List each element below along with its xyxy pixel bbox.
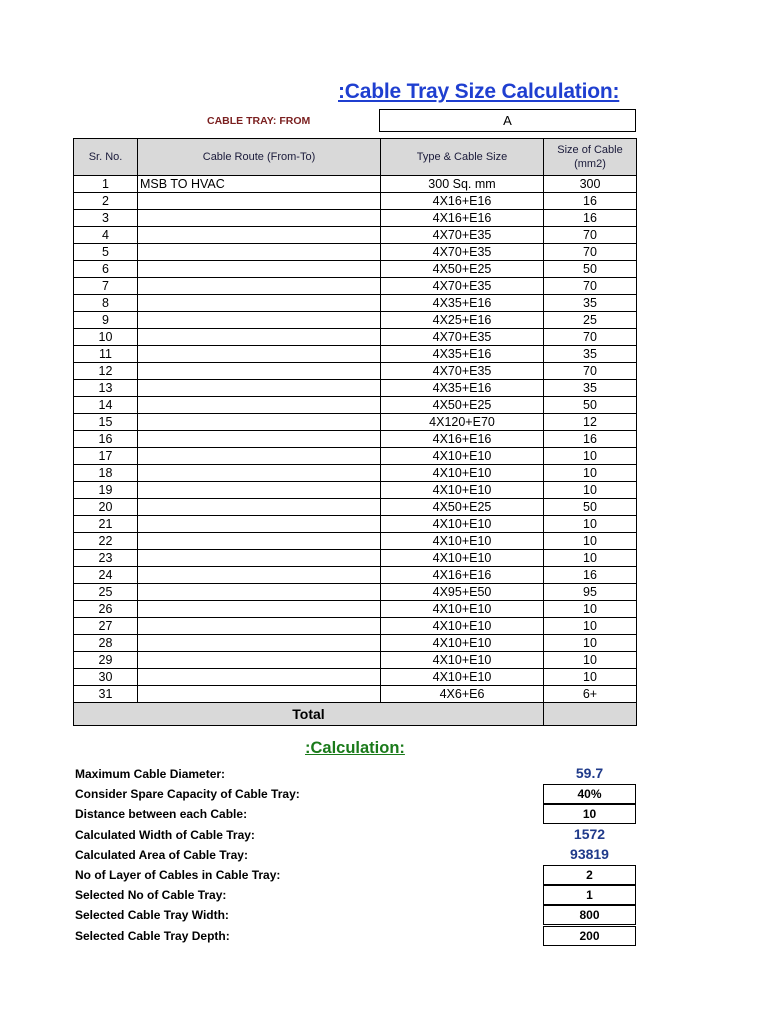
cell-cable-route[interactable]: [138, 278, 381, 295]
cell-type-size[interactable]: 4X16+E16: [381, 567, 544, 584]
cell-size-of-cable[interactable]: 70: [544, 329, 637, 346]
cell-cable-route[interactable]: [138, 431, 381, 448]
calculation-row: [75, 825, 637, 845]
cell-size-of-cable[interactable]: 10: [544, 618, 637, 635]
table-row: [74, 431, 637, 448]
cell-sr-no[interactable]: 20: [74, 499, 138, 516]
cell-sr-no[interactable]: 9: [74, 312, 138, 329]
calculation-value[interactable]: 2: [543, 865, 636, 885]
cell-size-of-cable[interactable]: 70: [544, 278, 637, 295]
cell-type-size[interactable]: 4X10+E10: [381, 635, 544, 652]
table-row: [74, 261, 637, 278]
page-title: :Cable Tray Size Calculation:: [338, 80, 620, 103]
cell-cable-route[interactable]: [138, 584, 381, 601]
cell-cable-route[interactable]: [138, 227, 381, 244]
table-row: [74, 329, 637, 346]
cell-cable-route[interactable]: [138, 448, 381, 465]
cell-type-size[interactable]: 4X35+E16: [381, 295, 544, 312]
cell-cable-route[interactable]: [138, 635, 381, 652]
cell-size-of-cable[interactable]: 10: [544, 601, 637, 618]
cell-cable-route[interactable]: MSB TO HVAC: [138, 176, 381, 193]
cell-type-size[interactable]: 4X50+E25: [381, 261, 544, 278]
cell-sr-no[interactable]: 8: [74, 295, 138, 312]
calculation-value[interactable]: 10: [543, 804, 636, 824]
cell-size-of-cable[interactable]: 35: [544, 380, 637, 397]
cell-sr-no[interactable]: 14: [74, 397, 138, 414]
cell-sr-no[interactable]: 10: [74, 329, 138, 346]
cell-sr-no[interactable]: 25: [74, 584, 138, 601]
table-row: [74, 210, 637, 227]
calculation-row: [75, 845, 637, 865]
calculation-label: Calculated Width of Cable Tray:: [75, 827, 255, 842]
header-type-size: Type & Cable Size: [381, 139, 544, 176]
cell-sr-no[interactable]: 15: [74, 414, 138, 431]
cell-size-of-cable[interactable]: 10: [544, 669, 637, 686]
cell-cable-route[interactable]: [138, 244, 381, 261]
calculation-label: Selected No of Cable Tray:: [75, 888, 227, 903]
cell-sr-no[interactable]: 2: [74, 193, 138, 210]
cell-sr-no[interactable]: 5: [74, 244, 138, 261]
cell-type-size[interactable]: 4X35+E16: [381, 346, 544, 363]
total-row: [74, 703, 637, 726]
cell-size-of-cable[interactable]: 10: [544, 448, 637, 465]
cell-type-size[interactable]: 4X70+E35: [381, 329, 544, 346]
cell-sr-no[interactable]: 16: [74, 431, 138, 448]
table-row: [74, 363, 637, 380]
cell-type-size[interactable]: 4X70+E35: [381, 227, 544, 244]
cell-type-size[interactable]: 4X10+E10: [381, 669, 544, 686]
cell-sr-no[interactable]: 13: [74, 380, 138, 397]
cell-type-size[interactable]: 4X16+E16: [381, 431, 544, 448]
cell-sr-no[interactable]: 28: [74, 635, 138, 652]
cell-sr-no[interactable]: 21: [74, 516, 138, 533]
cell-sr-no[interactable]: 22: [74, 533, 138, 550]
cell-size-of-cable[interactable]: 16: [544, 210, 637, 227]
cell-sr-no[interactable]: 24: [74, 567, 138, 584]
table-row: [74, 482, 637, 499]
calculation-row: [75, 905, 637, 925]
calculation-label: No of Layer of Cables in Cable Tray:: [75, 867, 281, 882]
calculation-value[interactable]: 59.7: [575, 765, 604, 781]
cell-type-size[interactable]: 4X10+E10: [381, 465, 544, 482]
table-row: [74, 652, 637, 669]
cell-type-size[interactable]: 4X25+E16: [381, 312, 544, 329]
table-row: [74, 414, 637, 431]
cell-cable-route[interactable]: [138, 363, 381, 380]
table-row: [74, 278, 637, 295]
cell-type-size[interactable]: 4X95+E50: [381, 584, 544, 601]
cell-cable-route[interactable]: [138, 618, 381, 635]
header-sr-no: Sr. No.: [74, 139, 138, 176]
table-row: [74, 499, 637, 516]
cell-size-of-cable[interactable]: 16: [544, 567, 637, 584]
calculation-value[interactable]: 1: [543, 885, 636, 905]
calculation-row: [75, 764, 637, 784]
table-row: [74, 533, 637, 550]
cell-size-of-cable[interactable]: 10: [544, 550, 637, 567]
cell-size-of-cable[interactable]: 70: [544, 227, 637, 244]
cell-size-of-cable[interactable]: 300: [544, 176, 637, 193]
cell-size-of-cable[interactable]: 12: [544, 414, 637, 431]
cell-sr-no[interactable]: 17: [74, 448, 138, 465]
cell-cable-route[interactable]: [138, 550, 381, 567]
cell-cable-route[interactable]: [138, 397, 381, 414]
table-row: [74, 397, 637, 414]
cell-size-of-cable[interactable]: 10: [544, 635, 637, 652]
cell-type-size[interactable]: 4X10+E10: [381, 550, 544, 567]
cell-type-size[interactable]: 4X50+E25: [381, 397, 544, 414]
calculation-value[interactable]: 93819: [570, 845, 609, 862]
total-label: Total: [74, 703, 544, 726]
cell-type-size[interactable]: 4X120+E70: [381, 414, 544, 431]
cell-size-of-cable[interactable]: 35: [544, 346, 637, 363]
calculation-row: [75, 804, 637, 824]
cell-size-of-cable[interactable]: 10: [544, 465, 637, 482]
table-row: [74, 227, 637, 244]
cable-tray-from-label: CABLE TRAY: FROM: [207, 115, 311, 127]
calculation-value[interactable]: 200: [543, 926, 636, 946]
cell-type-size[interactable]: 4X10+E10: [381, 618, 544, 635]
cell-cable-route[interactable]: [138, 652, 381, 669]
calculation-row: [75, 926, 637, 946]
table-row: [74, 465, 637, 482]
table-row: [74, 635, 637, 652]
table-row: [74, 448, 637, 465]
cell-type-size[interactable]: 4X70+E35: [381, 363, 544, 380]
cell-size-of-cable[interactable]: 50: [544, 499, 637, 516]
header-size-line2: (mm2): [574, 158, 606, 170]
cell-type-size[interactable]: 4X35+E16: [381, 380, 544, 397]
table-row: [74, 516, 637, 533]
header-size-line1: Size of Cable: [557, 144, 623, 156]
cell-cable-route[interactable]: [138, 516, 381, 533]
cell-sr-no[interactable]: 7: [74, 278, 138, 295]
calculation-label: Maximum Cable Diameter:: [75, 767, 226, 781]
cell-sr-no[interactable]: 3: [74, 210, 138, 227]
cell-type-size[interactable]: 4X70+E35: [381, 278, 544, 295]
cell-size-of-cable[interactable]: 70: [544, 363, 637, 380]
table-row: [74, 550, 637, 567]
cable-table: [73, 138, 637, 726]
cell-cable-route[interactable]: [138, 414, 381, 431]
cell-size-of-cable[interactable]: 50: [544, 261, 637, 278]
cell-size-of-cable[interactable]: 10: [544, 652, 637, 669]
cell-cable-route[interactable]: [138, 261, 381, 278]
cell-type-size[interactable]: 4X16+E16: [381, 193, 544, 210]
cell-size-of-cable[interactable]: 70: [544, 244, 637, 261]
cell-sr-no[interactable]: 23: [74, 550, 138, 567]
calculation-label: Selected Cable Tray Width:: [75, 908, 229, 923]
cell-type-size[interactable]: 4X10+E10: [381, 652, 544, 669]
cell-sr-no[interactable]: 4: [74, 227, 138, 244]
cell-cable-route[interactable]: [138, 669, 381, 686]
cell-size-of-cable[interactable]: 6+: [544, 686, 637, 703]
cell-cable-route[interactable]: [138, 193, 381, 210]
table-row: [74, 176, 637, 193]
table-row: [74, 567, 637, 584]
cell-type-size[interactable]: 4X70+E35: [381, 244, 544, 261]
calculation-label: Distance between each Cable:: [75, 807, 248, 822]
calculation-rows: [75, 764, 637, 946]
cell-size-of-cable[interactable]: 95: [544, 584, 637, 601]
cell-type-size[interactable]: 4X6+E6: [381, 686, 544, 703]
cell-sr-no[interactable]: 18: [74, 465, 138, 482]
calculation-title: :Calculation:: [305, 739, 405, 757]
table-row: [74, 312, 637, 329]
table-row: [74, 244, 637, 261]
calculation-value[interactable]: 40%: [543, 784, 636, 804]
table-row: [74, 295, 637, 312]
calculation-label: Selected Cable Tray Depth:: [75, 928, 230, 943]
calculation-row: [75, 784, 637, 804]
cell-sr-no[interactable]: 29: [74, 652, 138, 669]
cell-sr-no[interactable]: 27: [74, 618, 138, 635]
calculation-row: [75, 865, 637, 885]
cell-cable-route[interactable]: [138, 380, 381, 397]
cell-sr-no[interactable]: 26: [74, 601, 138, 618]
cell-size-of-cable[interactable]: 16: [544, 431, 637, 448]
cell-size-of-cable[interactable]: 50: [544, 397, 637, 414]
cell-sr-no[interactable]: 31: [74, 686, 138, 703]
cell-cable-route[interactable]: [138, 686, 381, 703]
calculation-label: Calculated Area of Cable Tray:: [75, 847, 248, 862]
cell-cable-route[interactable]: [138, 346, 381, 363]
cell-size-of-cable[interactable]: 25: [544, 312, 637, 329]
table-row: [74, 380, 637, 397]
cell-cable-route[interactable]: [138, 567, 381, 584]
cell-cable-route[interactable]: [138, 499, 381, 516]
table-row: [74, 669, 637, 686]
cell-cable-route[interactable]: [138, 465, 381, 482]
calculation-row: [75, 885, 637, 905]
cell-type-size[interactable]: 4X10+E10: [381, 533, 544, 550]
cell-cable-route[interactable]: [138, 601, 381, 618]
cell-type-size[interactable]: 4X50+E25: [381, 499, 544, 516]
cell-sr-no[interactable]: 12: [74, 363, 138, 380]
cell-type-size[interactable]: 300 Sq. mm: [381, 176, 544, 193]
cell-size-of-cable[interactable]: 10: [544, 482, 637, 499]
cell-sr-no[interactable]: 6: [74, 261, 138, 278]
cell-size-of-cable[interactable]: 10: [544, 533, 637, 550]
cell-size-of-cable[interactable]: 35: [544, 295, 637, 312]
header-cable-route: Cable Route (From-To): [138, 139, 381, 176]
cell-size-of-cable[interactable]: 10: [544, 516, 637, 533]
cell-cable-route[interactable]: [138, 533, 381, 550]
table-header-row: [74, 139, 637, 176]
table-row: [74, 346, 637, 363]
cable-rows: [74, 176, 637, 703]
header-size-of-cable: [544, 139, 637, 176]
calculation-label: Consider Spare Capacity of Cable Tray:: [75, 787, 300, 802]
table-row: [74, 584, 637, 601]
cell-cable-route[interactable]: [138, 329, 381, 346]
cell-sr-no[interactable]: 1: [74, 176, 138, 193]
calculation-value[interactable]: 800: [543, 905, 636, 925]
cell-cable-route[interactable]: [138, 482, 381, 499]
cell-sr-no[interactable]: 30: [74, 669, 138, 686]
cell-cable-route[interactable]: [138, 295, 381, 312]
cell-cable-route[interactable]: [138, 312, 381, 329]
cell-type-size[interactable]: 4X16+E16: [381, 210, 544, 227]
cell-type-size[interactable]: 4X10+E10: [381, 516, 544, 533]
table-row: [74, 193, 637, 210]
table-row: [74, 601, 637, 618]
table-row: [74, 618, 637, 635]
cell-type-size[interactable]: 4X10+E10: [381, 601, 544, 618]
cable-tray-from-field[interactable]: A: [379, 109, 636, 132]
calculation-value[interactable]: 1572: [573, 825, 606, 842]
cell-type-size[interactable]: 4X10+E10: [381, 482, 544, 499]
cell-size-of-cable[interactable]: 16: [544, 193, 637, 210]
cell-sr-no[interactable]: 19: [74, 482, 138, 499]
table-row: [74, 686, 637, 703]
total-value[interactable]: [544, 703, 637, 726]
cell-type-size[interactable]: 4X10+E10: [381, 448, 544, 465]
cell-cable-route[interactable]: [138, 210, 381, 227]
cell-sr-no[interactable]: 11: [74, 346, 138, 363]
